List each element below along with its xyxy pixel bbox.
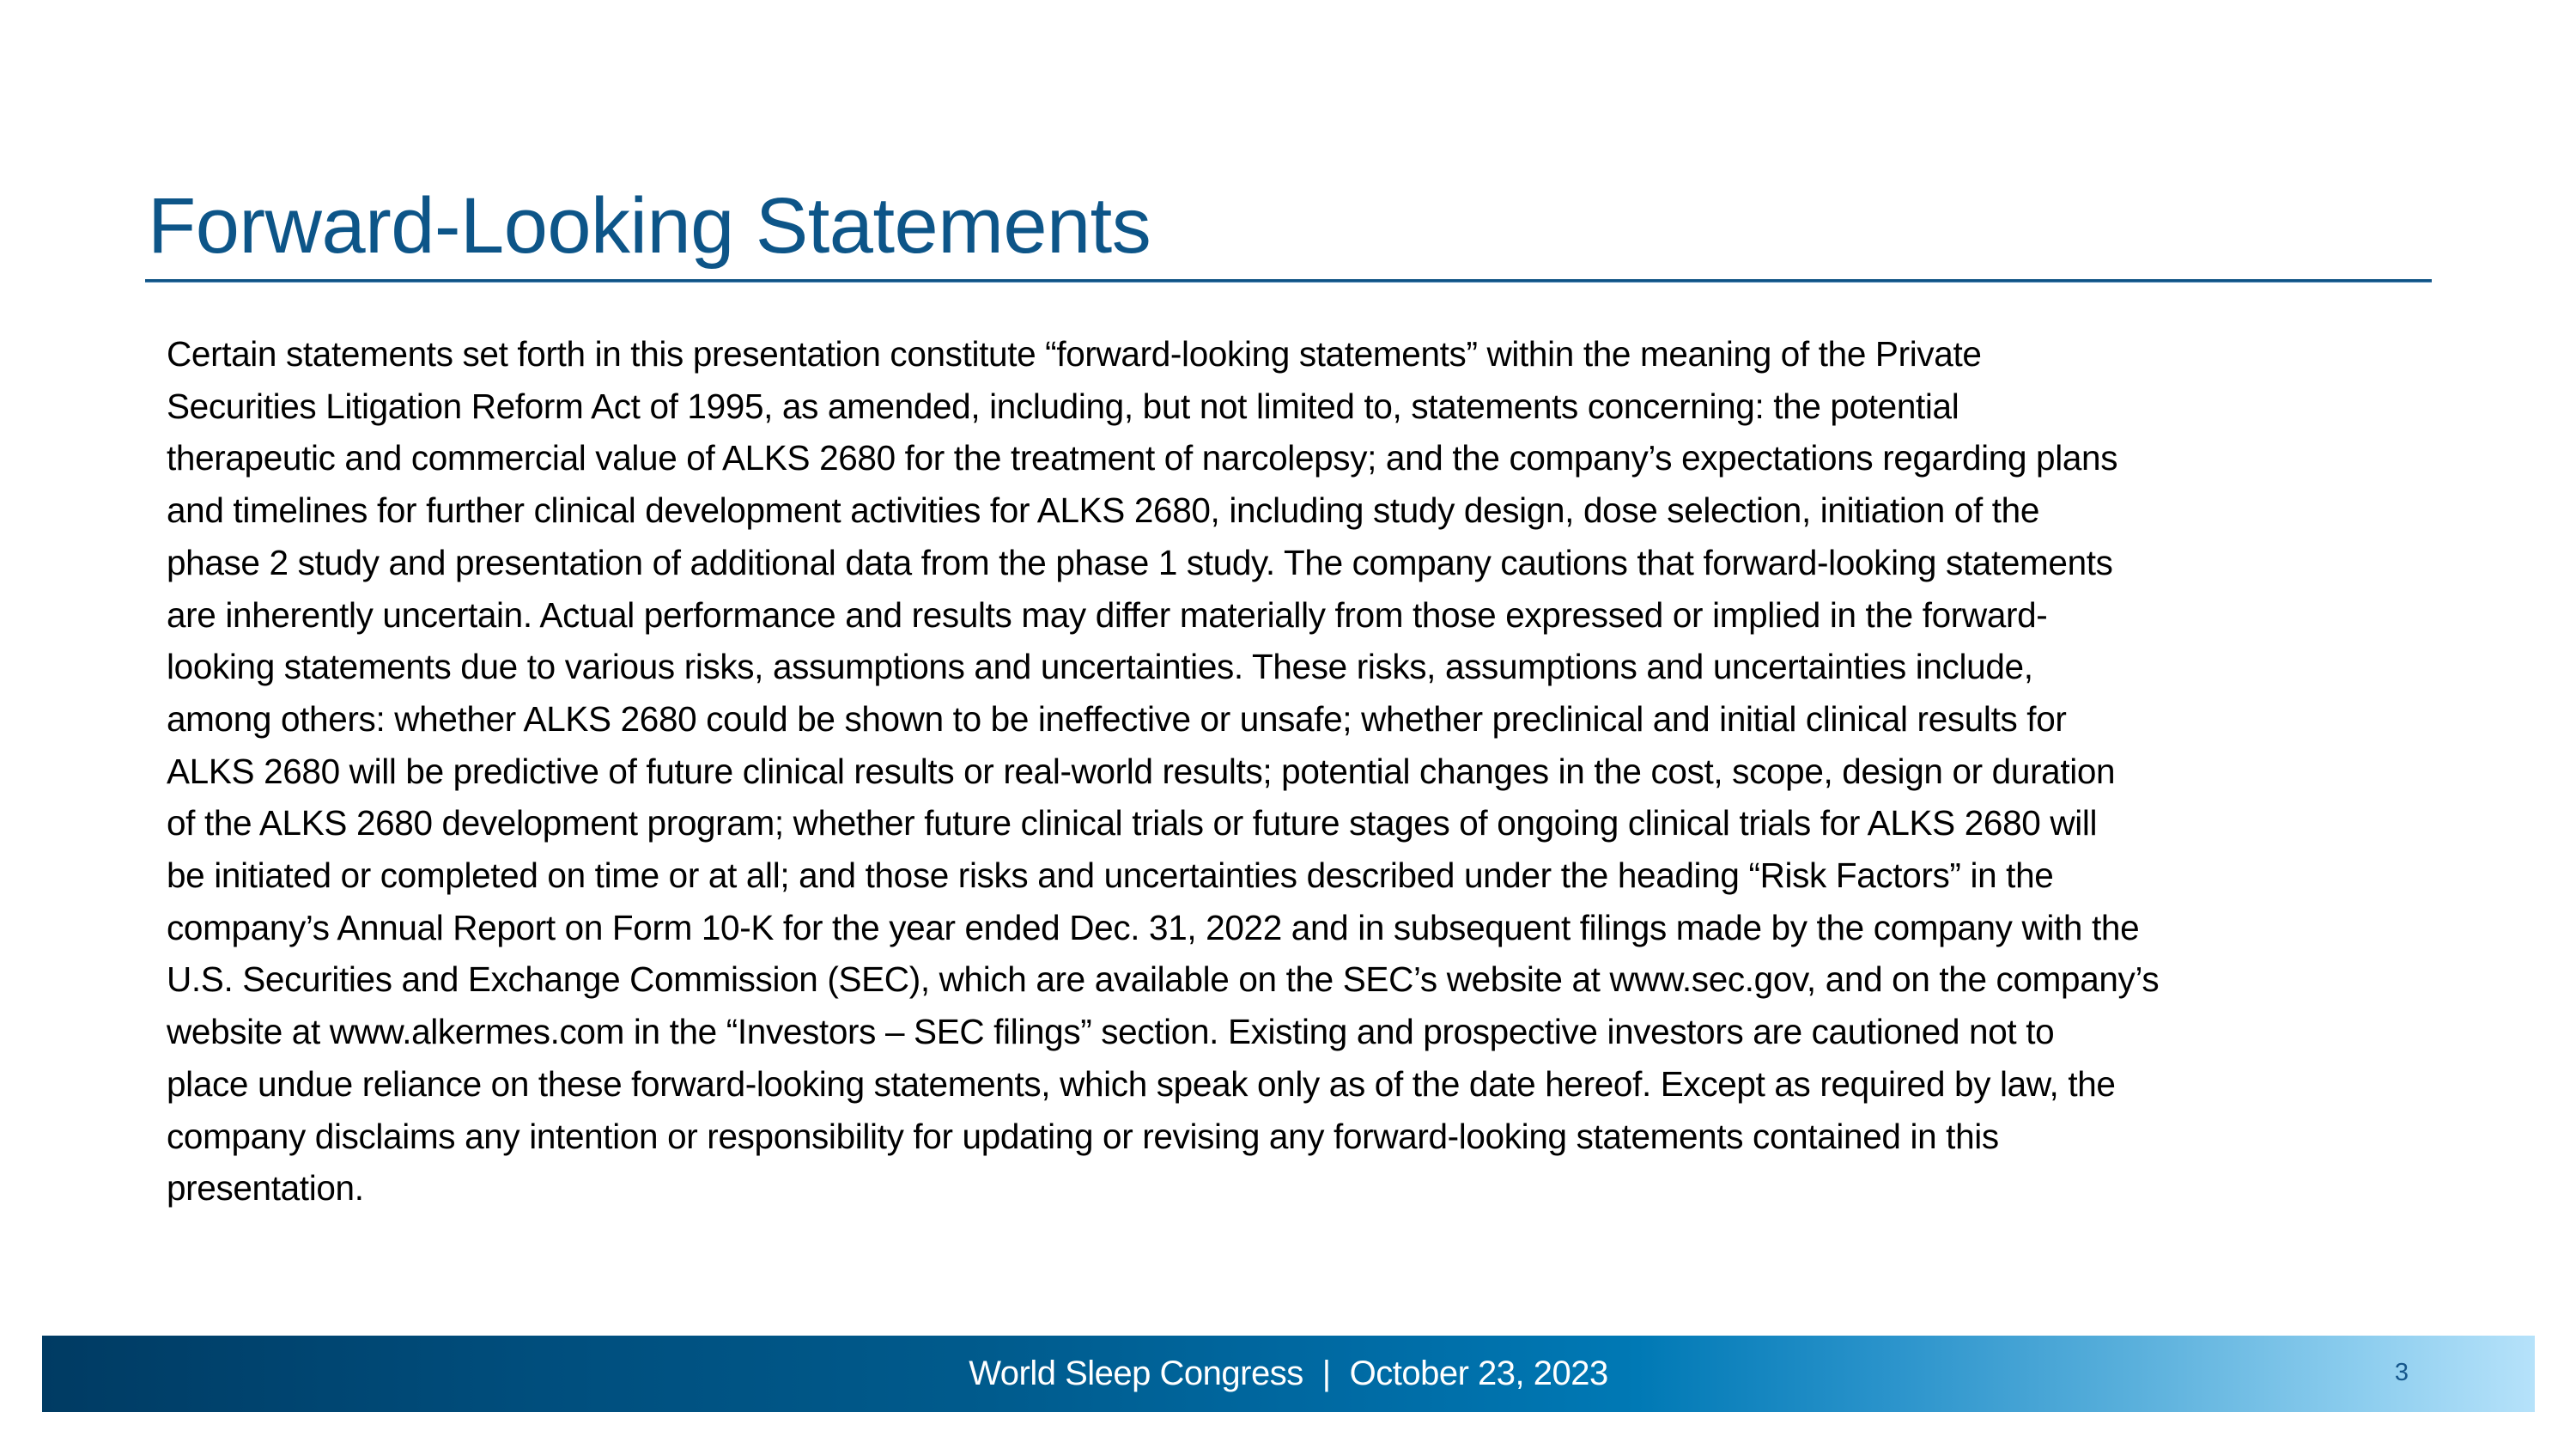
body-line: ALKS 2680 will be predictive of future clinical results or real-world results; potential changes in the cost, scope, design or duration — [167, 751, 2116, 791]
footer-event-name: World Sleep Congress — [969, 1355, 1303, 1392]
body-line: phase 2 study and presentation of additional data from the phase 1 study. The company cautions that forward-looking statements — [167, 542, 2113, 582]
body-line: Securities Litigation Reform Act of 1995, as amended, including, but not limited to, statements concerning: the potential — [167, 386, 1959, 426]
body-line: looking statements due to various risks, assumptions and uncertainties. These risks, assumptions and uncertainties include, — [167, 647, 2033, 687]
body-line: be initiated or completed on time or at all; and those risks and uncertainties described under the heading “Risk Factors” in the — [167, 855, 2054, 896]
body-line: Certain statements set forth in this presentation constitute “forward-looking statements” within the meaning of the Private — [167, 334, 1982, 374]
body-line: among others: whether ALKS 2680 could be shown to be ineffective or unsafe; whether preclinical and initial clinical results for — [167, 698, 2067, 739]
footer-banner — [42, 1336, 2535, 1412]
footer-caption — [42, 1336, 2535, 1412]
body-line: website at www.alkermes.com in the “Investors – SEC filings” section. Existing and prospective investors are cautioned not to — [167, 1012, 2055, 1052]
body-line: therapeutic and commercial value of ALKS 2680 for the treatment of narcolepsy; and the company’s expectations regarding plans — [167, 438, 2118, 478]
forward-looking-statements-body — [167, 328, 2485, 1215]
body-line: of the ALKS 2680 development program; whether future clinical trials or future stages of ongoing clinical trials for ALKS 2680 will — [167, 803, 2098, 843]
body-line: company’s Annual Report on Form 10-K for the year ended Dec. 31, 2022 and in subsequent filings made by the company with the — [167, 907, 2140, 947]
body-line: U.S. Securities and Exchange Commission (SEC), which are available on the SEC’s website at www.sec.gov, and on the company’s — [167, 959, 2160, 1000]
body-line: presentation. — [167, 1168, 364, 1209]
footer-separator: | — [1321, 1355, 1331, 1392]
page-number: 3 — [2394, 1359, 2409, 1386]
body-line: are inherently uncertain. Actual performance and results may differ materially from those expressed or implied in the forward- — [167, 594, 2048, 635]
body-line: company disclaims any intention or responsibility for updating or revising any forward-looking statements contained in this — [167, 1116, 1999, 1156]
title-underline-divider — [145, 279, 2432, 283]
slide-title: Forward-Looking Statements — [148, 182, 1151, 270]
body-line: place undue reliance on these forward-looking statements, which speak only as of the date hereof. Except as required by law, the — [167, 1063, 2116, 1104]
footer-date: October 23, 2023 — [1349, 1355, 1608, 1392]
body-line: and timelines for further clinical development activities for ALKS 2680, including study design, dose selection, initiation of the — [167, 490, 2040, 531]
